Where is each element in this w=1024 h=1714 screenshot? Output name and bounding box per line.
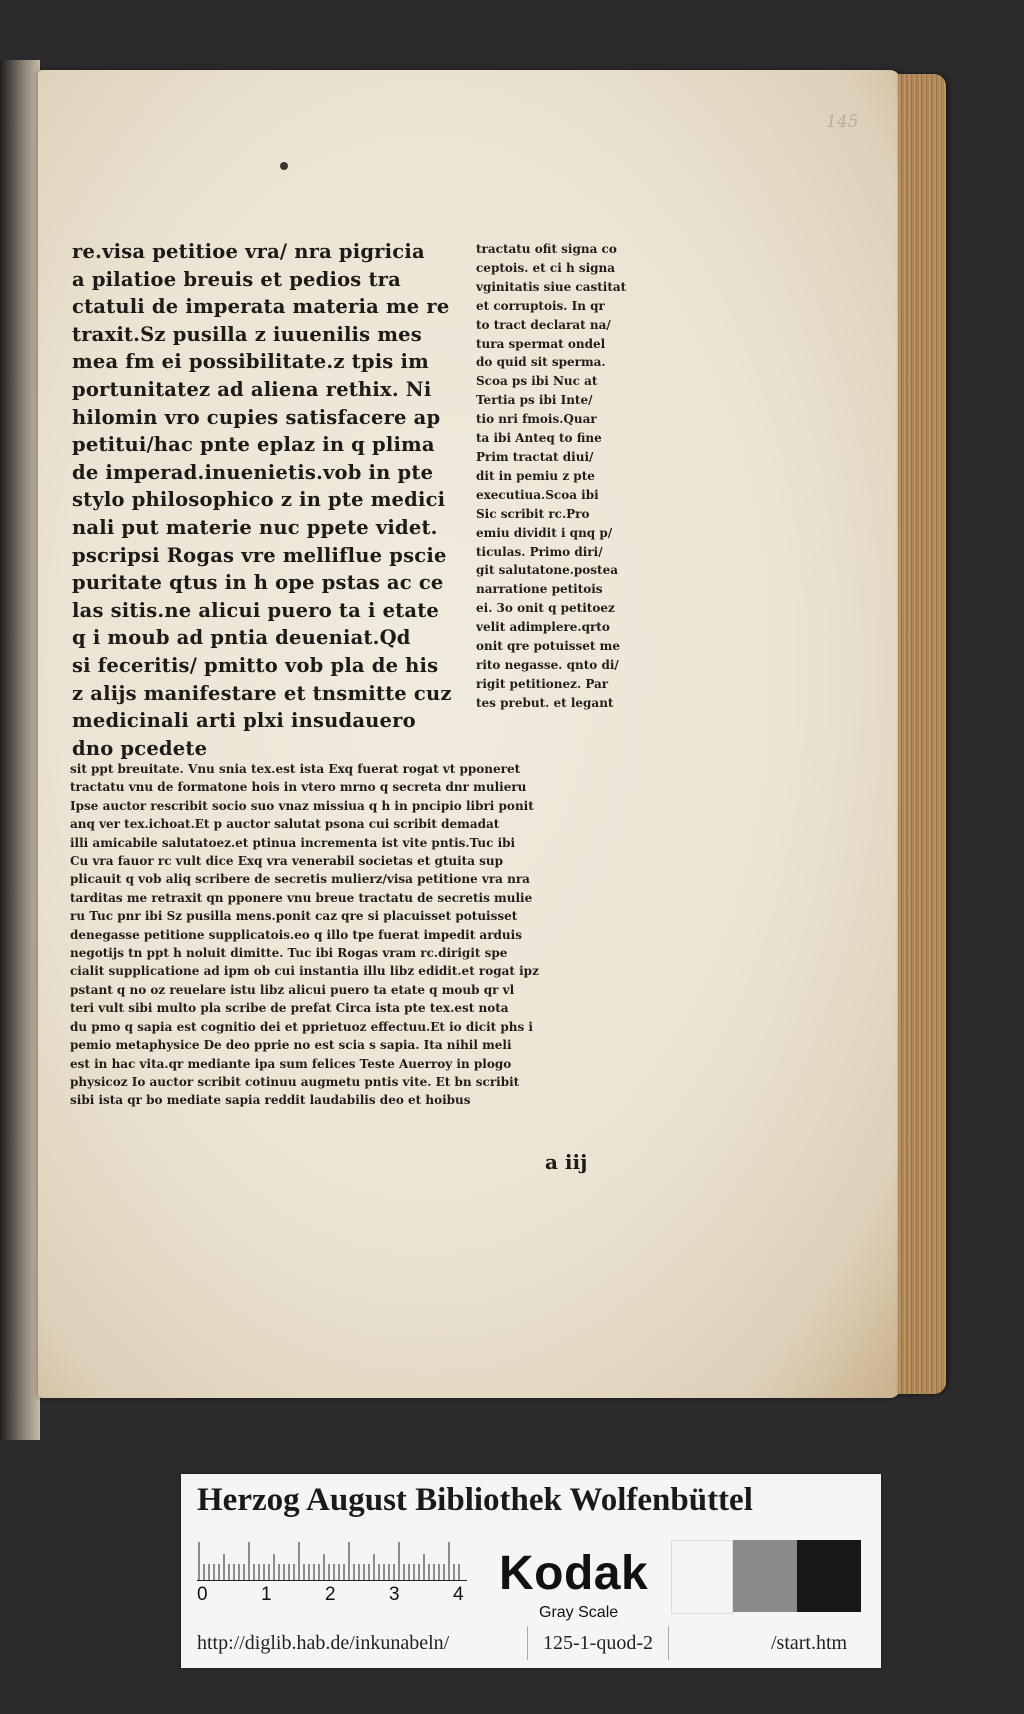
commentary-line: sit ppt breuitate. Vnu snia tex.est ista Exq fuerat rogat vt pponeret (70, 762, 521, 776)
gloss-line: rito negasse. qnto di/ (476, 657, 619, 672)
ruler-number: 4 (453, 1584, 464, 1605)
gloss-line: do quid sit sperma. (476, 355, 606, 370)
main-text-line: puritate qtus in h ope pstas ac ce (72, 571, 444, 595)
commentary-line: teri vult sibi multo pla scribe de prefat Circa ista pte tex.est nota (70, 1001, 509, 1016)
commentary-line: denegasse petitione supplicatois.eo q illo tpe fuerat impedit arduis (70, 927, 522, 942)
main-text-line: si feceritis/ pmitto vob pla de his (72, 653, 439, 677)
main-text-line: z alijs manifestare et tnsmitte cuz (72, 681, 452, 705)
gloss-line: Prim tractat diui/ (476, 449, 594, 464)
binding-edge (0, 60, 40, 1440)
measurement-ruler (197, 1542, 467, 1581)
source-url: http://diglib.hab.de/inkunabeln/ (197, 1632, 450, 1654)
main-text-line: nali put materie nuc ppete videt. (72, 515, 438, 539)
commentary-line: sibi ista qr bo mediate sapia reddit laudabilis deo et hoibus (70, 1093, 471, 1108)
gloss-line: Tertia ps ibi Inte/ (476, 393, 593, 408)
gloss-line: to tract declarat na/ (476, 317, 611, 332)
white-swatch (671, 1540, 733, 1614)
gray-swatch (733, 1540, 797, 1612)
main-text-line: q i moub ad pntia deueniat.Qd (72, 626, 411, 650)
main-text-line: a pilatioe breuis et pedios tra (72, 267, 401, 291)
card-footer (181, 1622, 881, 1666)
ruler-number: 2 (325, 1584, 336, 1605)
ruler-ticks (197, 1542, 467, 1580)
shelfmark: 125-1-quod-2 (527, 1626, 669, 1660)
commentary-line: plicauit q vob aliq scribere de secretis mulierz/visa petitione vra nra (70, 872, 530, 887)
gloss-line: narratione petitois (476, 582, 603, 597)
gloss-line: et corruptois. In qr (476, 298, 605, 313)
commentary-line: cialit supplicatione ad ipm ob cui instantia illu libz edidit.et rogat ipz (70, 964, 539, 979)
color-target-card (181, 1474, 881, 1668)
commentary-line: du pmo q sapia est cognitio dei et pprietuoz effectuu.Et io dicit phs i (70, 1019, 533, 1034)
library-name: Herzog August Bibliothek Wolfenbüttel (197, 1482, 753, 1518)
main-text-line: dno pcedete (72, 736, 208, 760)
main-text-column (72, 238, 472, 762)
commentary-line: pemio metaphysice De deo pprie no est scia s sapia. Ita nihil meli (70, 1038, 512, 1053)
gloss-line: velit adimplere.qrto (476, 620, 610, 635)
main-text-line: hilomin vro cupies satisfacere ap (72, 405, 441, 429)
commentary-line: Cu vra fauor rc vult dice Exq vra venerabil societas et gtuita sup (70, 854, 504, 869)
ruler-numbers (197, 1584, 497, 1608)
page-fore-edge (898, 74, 946, 1394)
main-text-line: petitui/hac pnte eplaz in q plima (72, 433, 435, 457)
gloss-line: Sic scribit rc.Pro (476, 506, 590, 521)
gloss-line: tio nri fmois.Quar (476, 412, 597, 427)
gloss-line: vginitatis siue castitat (476, 279, 627, 294)
main-text-line: portunitatez ad aliena rethix. Ni (72, 377, 432, 401)
commentary-line: physicoz Io auctor scribit cotinuu augmetu pntis vite. Et bn scribit (70, 1074, 520, 1089)
gloss-line: dit in pemiu z pte (476, 468, 595, 483)
ruler-number: 0 (197, 1584, 208, 1605)
gloss-line: tractatu ofit signa co (476, 242, 617, 256)
ruler-number: 3 (389, 1584, 400, 1605)
gray-scale-label: Gray Scale (539, 1604, 619, 1621)
commentary-block (70, 760, 650, 1110)
gloss-line: executiua.Scoa ibi (476, 487, 599, 502)
commentary-line: tarditas me retraxit qn pponere vnu breue tractatu de secretis mulie (70, 890, 533, 905)
gloss-line: ei. 3o onit q petitoez (476, 601, 615, 616)
main-text-line: las sitis.ne alicui puero ta i etate (72, 598, 440, 622)
side-gloss-column (476, 240, 656, 713)
commentary-line: pstant q no oz reuelare istu libz alicui puero ta etate q moub qr vl (70, 982, 515, 997)
gloss-line: ta ibi Anteq to fine (476, 431, 602, 446)
commentary-line: negotijs tn ppt h noluit dimitte. Tuc ibi Rogas vram rc.dirigit spe (70, 946, 508, 961)
main-text-line: mea fm ei possibilitate.z tpis im (72, 350, 429, 374)
commentary-line: illi amicabile salutatoez.et ptinua incrementa ist vite pntis.Tuc ibi (70, 835, 516, 850)
gloss-line: Scoa ps ibi Nuc at (476, 374, 598, 389)
gloss-line: ticulas. Primo diri/ (476, 544, 603, 559)
commentary-line: est in hac vita.qr mediante ipa sum felices Teste Auerroy in plogo (70, 1056, 512, 1071)
url-suffix: /start.htm (771, 1632, 848, 1654)
commentary-line: anq ver tex.ichoat.Et p auctor salutat psona cui scribit demadat (70, 817, 500, 832)
ink-mark (280, 162, 288, 170)
main-text-line: re.visa petitioe vra/ nra pigricia (72, 240, 425, 263)
main-text-line: stylo philosophico z in pte medici (72, 488, 446, 512)
folio-number: 145 (826, 112, 859, 132)
gloss-line: git salutatone.postea (476, 563, 618, 578)
ruler-number: 1 (261, 1584, 272, 1605)
black-swatch (797, 1540, 861, 1612)
signature-mark: a iij (545, 1150, 588, 1174)
commentary-line: ru Tuc pnr ibi Sz pusilla mens.ponit caz qre si placuisset potuisset (70, 909, 518, 924)
main-text-line: medicinali arti plxi insudauero (72, 709, 416, 733)
main-text-line: traxit.Sz pusilla z iuuenilis mes (72, 322, 422, 346)
commentary-line: Ipse auctor rescribit socio suo vnaz missiua q h in pncipio libri ponit (70, 798, 534, 813)
gloss-line: tura spermat ondel (476, 336, 606, 351)
gloss-line: rigit petitionez. Par (476, 676, 609, 691)
main-text-line: ctatuli de imperata materia me re (72, 295, 450, 319)
gloss-line: emiu dividit i qnq p/ (476, 525, 613, 540)
commentary-line: tractatu vnu de formatone hois in vtero mrno q secreta dnr mulieru (70, 780, 527, 795)
gloss-line: tes prebut. et legant (476, 695, 614, 710)
gloss-line: ceptois. et ci h signa (476, 260, 616, 275)
gloss-line: onit qre potuisset me (476, 639, 620, 654)
main-text-line: de imperad.inuenietis.vob in pte (72, 460, 434, 484)
main-text-line: pscripsi Rogas vre melliflue pscie (72, 543, 447, 567)
kodak-logo: Kodak (499, 1547, 649, 1600)
